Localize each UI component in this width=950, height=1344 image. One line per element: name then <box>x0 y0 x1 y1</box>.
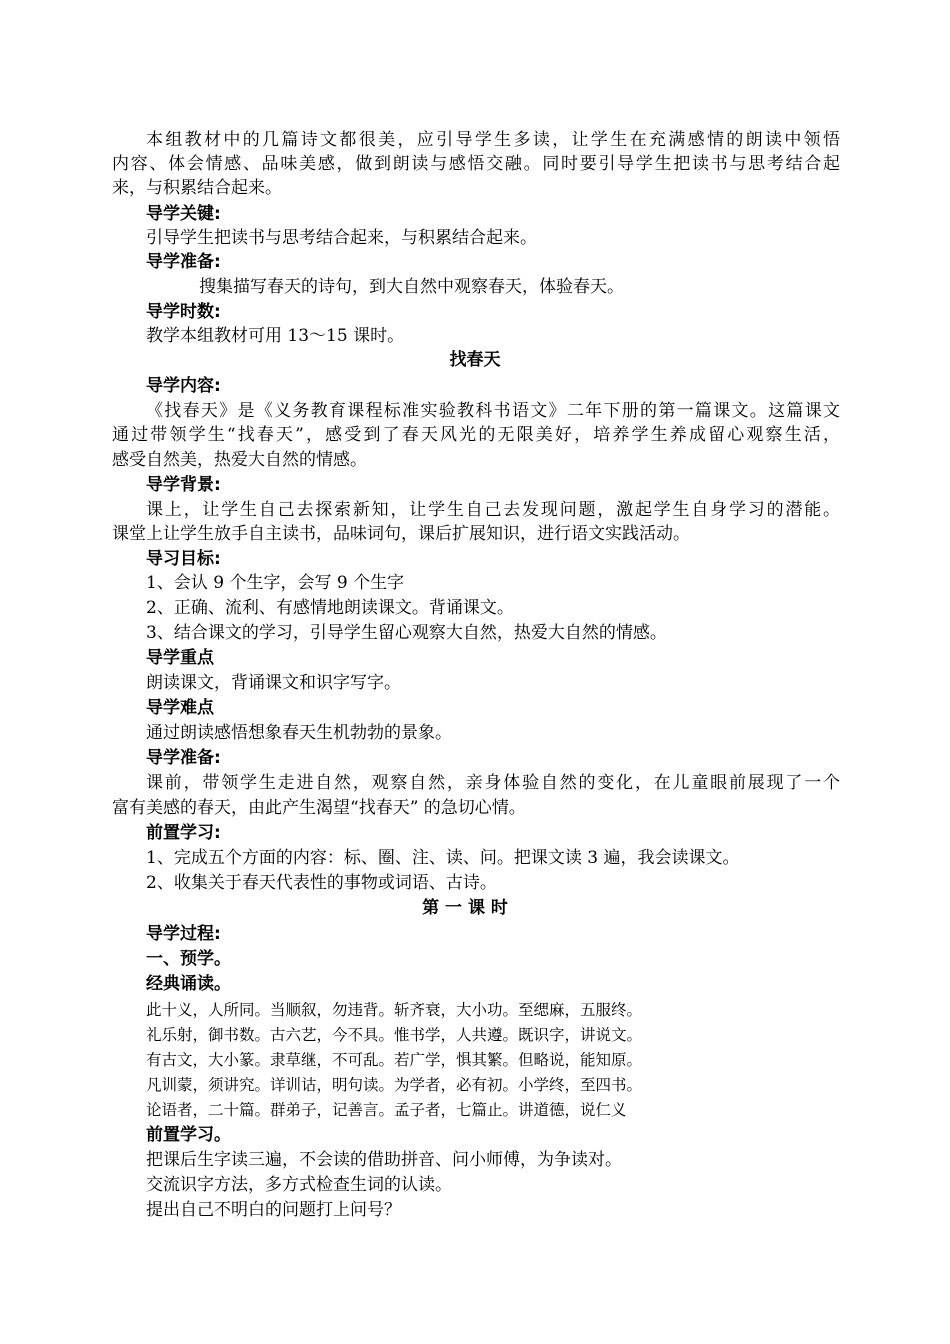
classic-line-4: 凡训蒙，须讲究。详训诂，明句读。为学者，必有初。小学终，至四书。 <box>146 1076 643 1094</box>
hours-text: 教学本组教材可用 13～15 课时。 <box>146 326 405 346</box>
pre-study-item-2: 2、收集关于春天代表性的事物或词语、古诗。 <box>146 873 497 893</box>
prep-text: 搜集描写春天的诗句，到大自然中观察春天，体验春天。 <box>199 277 624 297</box>
classic-heading: 经典诵读。 <box>146 974 231 994</box>
intro-paragraph-line-3: 来，与积累结合起来。 <box>112 178 282 198</box>
lesson-prep-heading: 导学准备: <box>146 748 221 768</box>
period-pre-study-line-1: 把课后生字读三遍，不会读的借助拼音、问小师傅，为争读对。 <box>146 1150 622 1170</box>
classic-line-2: 礼乐射，御书数。古六艺，今不具。惟书学，人共遵。既识字，讲说文。 <box>146 1026 643 1044</box>
background-paragraph-line-1: 课上，让学生自己去探索新知，让学生自己去发现问题，激起学生自身学习的潜能。 <box>146 500 840 520</box>
content-paragraph-line-2: 通过带领学生“找春天”，感受到了春天风光的无限美好，培养学生养成留心观察生活， <box>112 425 840 445</box>
content-heading: 导学内容: <box>146 376 221 396</box>
key-heading: 导学关键: <box>146 204 221 224</box>
pre-study-heading: 前置学习: <box>146 823 221 843</box>
key-text: 引导学生把读书与思考结合起来，与积累结合起来。 <box>146 228 537 248</box>
period-title: 第 一 课 时 <box>422 898 508 918</box>
content-paragraph-line-3: 感受自然美，热爱大自然的情感。 <box>112 450 367 470</box>
difficulty-heading: 导学难点 <box>146 698 214 718</box>
pre-study-item-1: 1、完成五个方面的内容：标、圈、注、读、问。把课文读 3 遍，我会读课文。 <box>146 848 740 868</box>
difficulty-text: 通过朗读感悟想象春天生机勃勃的景象。 <box>146 723 452 743</box>
background-heading: 导学背景: <box>146 475 221 495</box>
lesson-prep-line-2: 富有美感的春天，由此产生渴望“找春天” 的急切心情。 <box>112 798 526 818</box>
process-heading: 导学过程: <box>146 924 221 944</box>
intro-paragraph-line-1: 本组教材中的几篇诗文都很美，应引导学生多读，让学生在充满感情的朗读中领悟 <box>146 130 840 150</box>
lesson-title: 找春天 <box>449 350 501 370</box>
goal-item-1: 1、会认 9 个生字，会写 9 个生字 <box>146 573 405 593</box>
goals-heading: 导习目标: <box>146 549 221 569</box>
background-paragraph-line-2: 课堂上让学生放手自主读书，品味词句，课后扩展知识，进行语文实践活动。 <box>112 524 690 544</box>
hours-heading: 导学时数: <box>146 302 221 322</box>
classic-line-5: 论语者，二十篇。群弟子，记善言。孟子者，七篇止。讲道德，说仁义 <box>146 1101 627 1119</box>
classic-line-3: 有古文，大小篆。隶草继，不可乱。若广学，惧其繁。但略说，能知原。 <box>146 1051 643 1069</box>
period-pre-study-heading: 前置学习。 <box>146 1125 231 1145</box>
intro-paragraph-line-2: 内容、体会情感、品味美感，做到朗读与感悟交融。同时要引导学生把读书与思考结合起 <box>112 154 840 174</box>
focus-heading: 导学重点 <box>146 648 214 668</box>
lesson-prep-line-1: 课前，带领学生走进自然，观察自然，亲身体验自然的变化，在儿童眼前展现了一个 <box>146 773 840 793</box>
content-paragraph-line-1: 《找春天》是《义务教育课程标准实验教科书语文》二年下册的第一篇课文。这篇课文 <box>146 401 840 421</box>
classic-line-1: 此十义，人所同。当顺叙，勿违背。斩齐衰，大小功。至缌麻，五服终。 <box>146 1001 643 1019</box>
period-pre-study-line-2: 交流识字方法，多方式检查生词的认读。 <box>146 1175 452 1195</box>
goal-item-2: 2、正确、流利、有感情地朗读课文。背诵课文。 <box>146 598 514 618</box>
period-pre-study-line-3: 提出自己不明白的问题打上问号？ <box>146 1200 401 1220</box>
goal-item-3: 3、结合课文的学习，引导学生留心观察大自然，热爱大自然的情感。 <box>146 623 667 643</box>
prep-heading: 导学准备: <box>146 252 221 272</box>
step-1-heading: 一、预学。 <box>146 949 231 969</box>
focus-text: 朗读课文，背诵课文和识字写字。 <box>146 673 401 693</box>
